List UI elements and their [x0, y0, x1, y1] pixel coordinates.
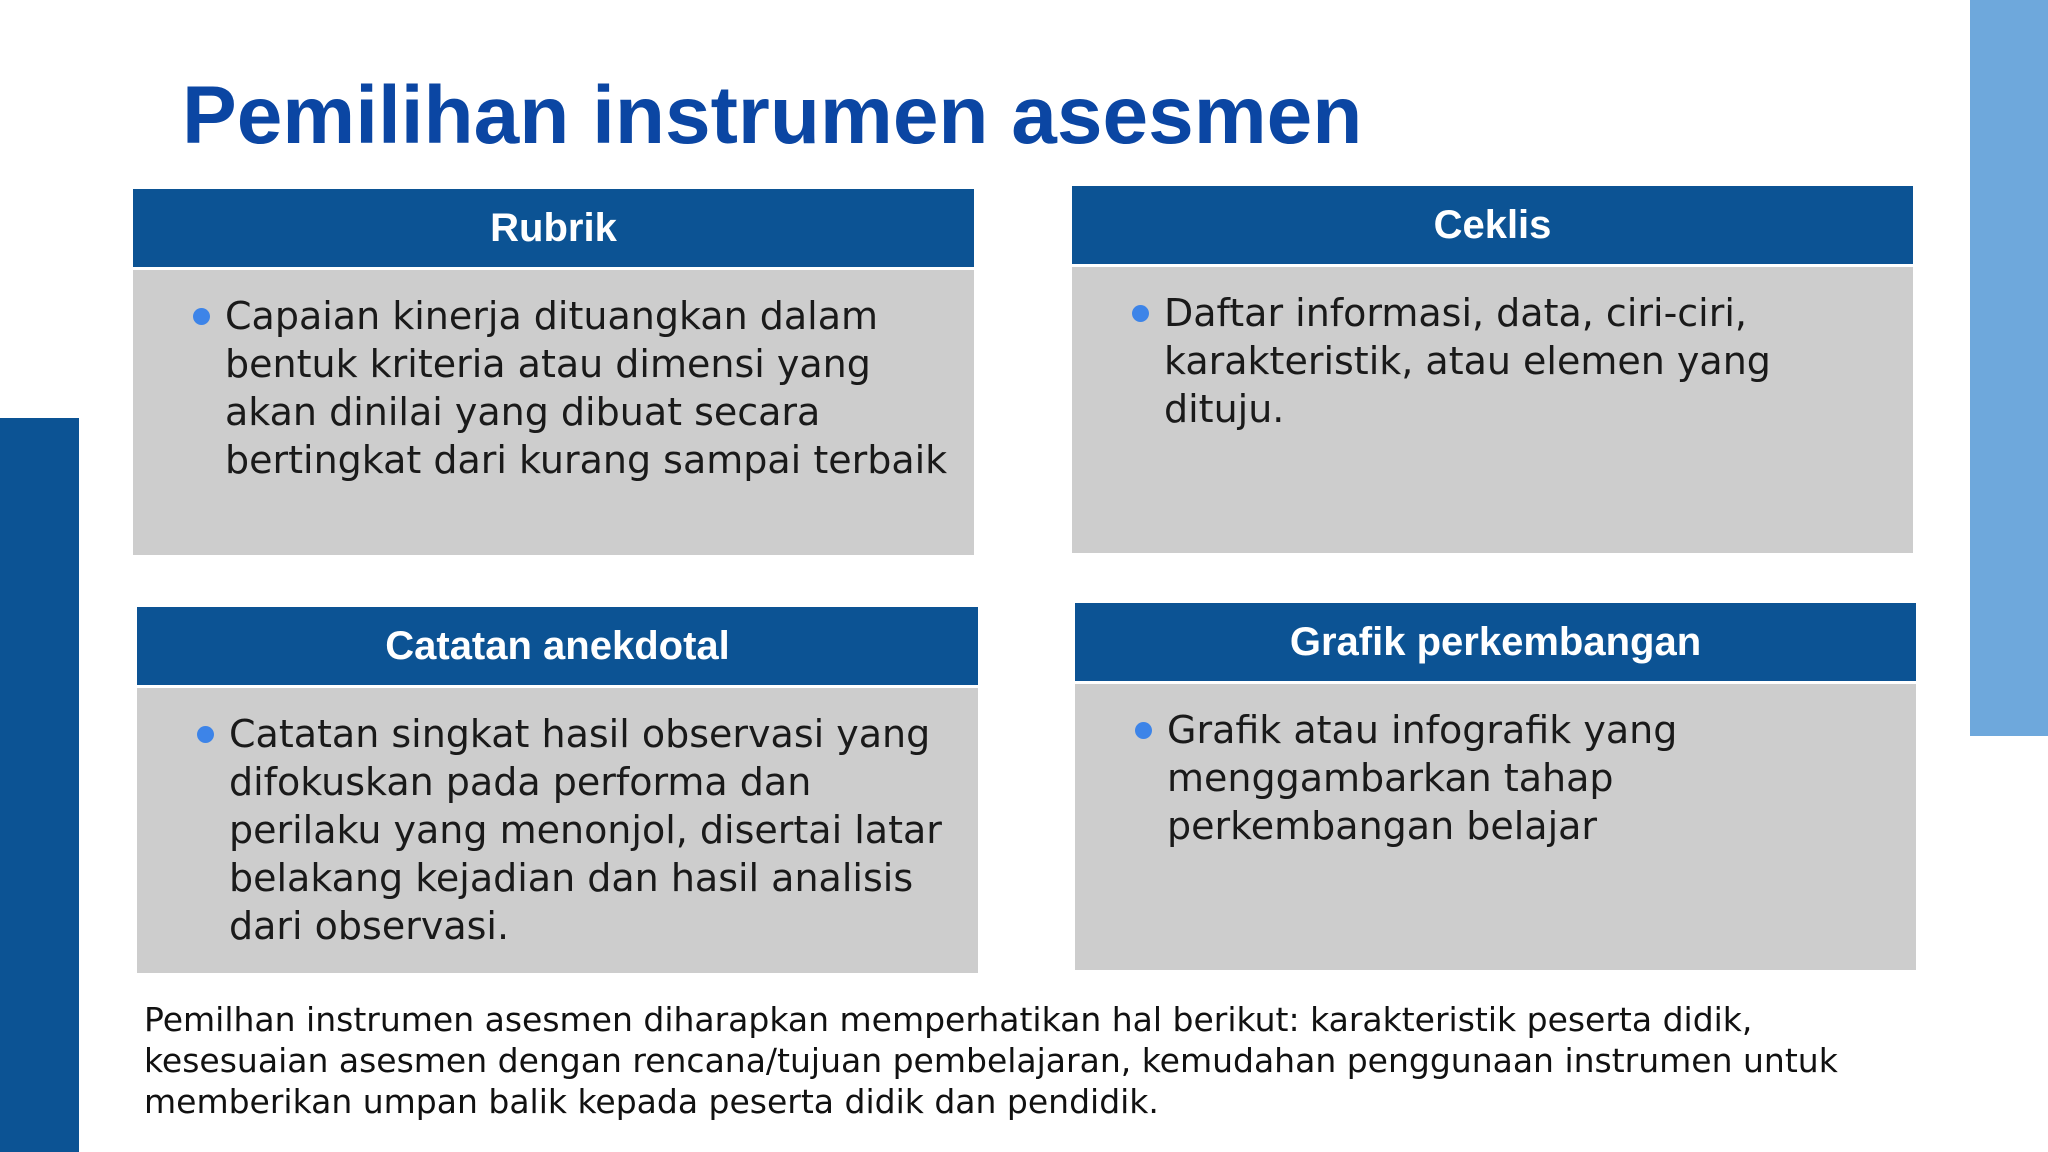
card-heading: Catatan anekdotal: [137, 607, 978, 685]
right-accent-bar: [1970, 0, 2048, 736]
bullet-text: Grafik atau infografik yang menggambarkan tahap perkembangan belajar: [1167, 708, 1678, 848]
card-body: [133, 270, 974, 555]
bullet-text: Catatan singkat hasil observasi yang difokuskan pada performa dan perilaku yang menonjol, disertai latar belakang kejadian dan hasil analisis dari observasi.: [229, 712, 942, 948]
footer-note: Pemilhan instrumen asesmen diharapkan memperhatikan hal berikut: karakteristik peserta didik, kesesuaian asesmen dengan rencana/tujuan pembelajaran, kemudahan penggunaan instrumen untuk memberikan umpan balik kepada peserta didik dan pendidik.: [144, 1000, 1838, 1121]
card-catatan-anekdotal: [137, 607, 978, 973]
bullet-icon: [193, 308, 210, 325]
card-heading: Grafik perkembangan: [1075, 603, 1916, 681]
slide-title: Pemilihan instrumen asesmen: [182, 70, 1363, 161]
card-heading: Rubrik: [133, 189, 974, 267]
bullet-item: [197, 710, 958, 950]
left-accent-bar: [0, 418, 79, 1152]
bullet-list: [193, 292, 954, 484]
card-rubrik: [133, 189, 974, 555]
bullet-item: [1135, 706, 1896, 850]
card-body: [137, 688, 978, 973]
bullet-list: [1135, 706, 1896, 850]
bullet-list: [197, 710, 958, 950]
card-heading: Ceklis: [1072, 186, 1913, 264]
card-ceklis: [1072, 186, 1913, 553]
bullet-text: Daftar informasi, data, ciri-ciri, karakteristik, atau elemen yang dituju.: [1164, 291, 1771, 431]
bullet-text: Capaian kinerja dituangkan dalam bentuk kriteria atau dimensi yang akan dinilai yang dibuat secara bertingkat dari kurang sampai terbaik: [225, 294, 948, 482]
card-body: [1075, 684, 1916, 970]
bullet-item: [1132, 289, 1893, 433]
bullet-icon: [1135, 722, 1152, 739]
card-body: [1072, 267, 1913, 553]
bullet-item: [193, 292, 954, 484]
bullet-icon: [197, 726, 214, 743]
card-grafik-perkembangan: [1075, 603, 1916, 970]
bullet-icon: [1132, 305, 1149, 322]
bullet-list: [1132, 289, 1893, 433]
